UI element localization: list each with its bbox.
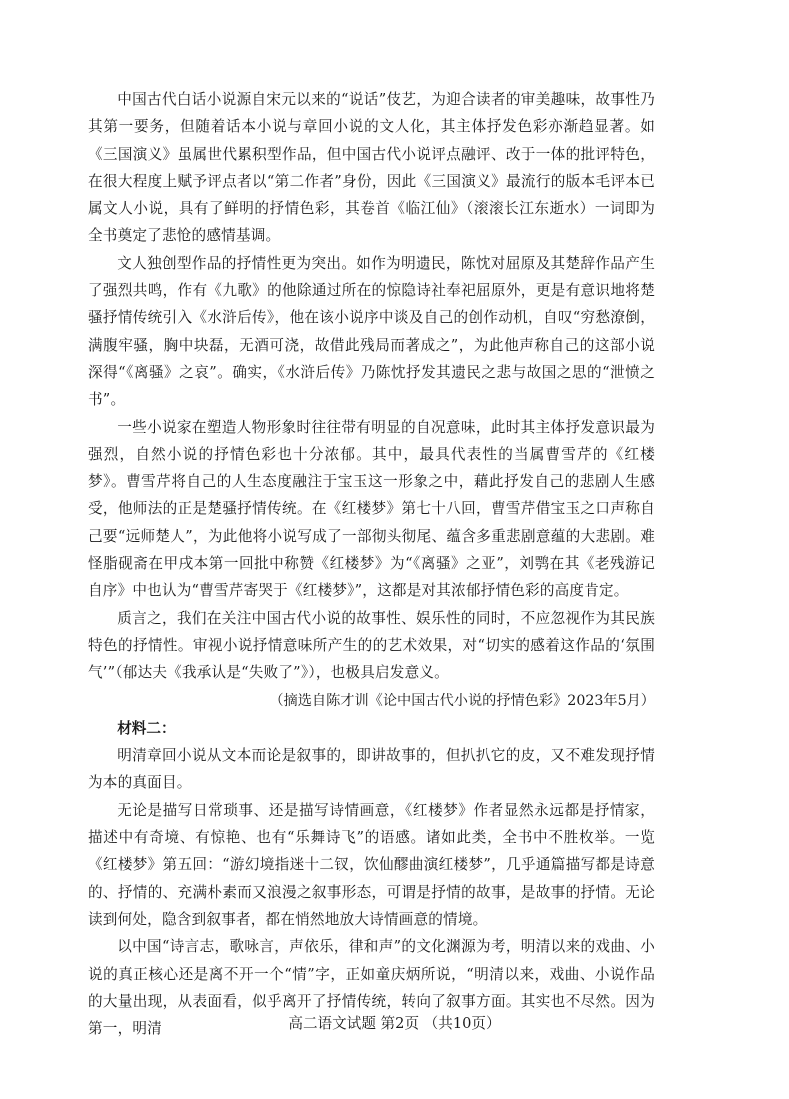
material1-source: （摘选自陈才训《论中国古代小说的抒情色彩》2023年5月） bbox=[269, 692, 655, 709]
material1-paragraph-3: 一些小说家在塑造人物形象时往往带有明显的自况意味，此时其主体抒发意识最为强烈，自然小说的抒情色彩也十分浓郁。其中，最具代表性的当属曹雪芹的《红楼梦》。曹雪芹将自己的人生态度融注于宝玉这一形象之中，藉此抒发自己的悲剧人生感受，他师法的正是楚骚抒情传统。在《红楼梦》第七十八回，曹雪芹借宝玉之口声称自己要“远师楚人”，为此他将小说写成了一部彻头彻尾、蕴含多重悲剧意蕴的大悲剧。难怪脂砚斋在甲戌本第一回批中称赞《红楼梦》为“《离骚》之亚”，刘鹗在其《老残游记自序》中也认为“曹雪芹寄哭于《红楼梦》”，这都是对其浓郁抒情色彩的高度肯定。 bbox=[88, 418, 655, 600]
material1-paragraph-4: 质言之，我们在关注中国古代小说的故事性、娱乐性的同时，不应忽视作为其民族特色的抒情性。审视小说抒情意味所产生的的艺术效果，对“切实的感着这作品的‘氛围气’”（郁达夫《我承认是“失败了”》），也极具启发意义。 bbox=[88, 609, 655, 682]
material2-paragraph-1: 明清章回小说从文本而论是叙事的，即讲故事的，但扒扒它的皮，又不难发现抒情为本的真面目。 bbox=[88, 747, 655, 792]
material1-paragraph-1: 中国古代白话小说源自宋元以来的“说话”伎艺，为迎合读者的审美趣味，故事性乃其第一要务，但随着话本小说与章回小说的文人化，其主体抒发色彩亦渐趋显著。如《三国演义》虽属世代累积型作品，但中国古代小说评点融评、改于一体的批评特色，在很大程度上赋予评点者以“第二作者”身份，因此《三国演义》最流行的版本毛评本已属文人小说，具有了鲜明的抒情色彩，其卷首《临江仙》（滚滚长江东逝水）一词即为全书奠定了悲怆的感情基调。 bbox=[88, 91, 655, 245]
page-footer: 高二语文试题 第2页 （共10页） bbox=[288, 1015, 501, 1032]
material2-paragraph-3: 以中国“诗言志，歌咏言，声依乐，律和声”的文化渊源为考，明清以来的戏曲、小说的真正核心还是离不开一个“情”字，正如童庆炳所说，“明清以来，戏曲、小说作品的大量出现，从表面看，似乎离开了抒情传统，转向了叙事方面。其实也不尽然。因为第一，明清 bbox=[88, 938, 655, 1038]
document-body bbox=[88, 86, 655, 1042]
material1-paragraph-2: 文人独创型作品的抒情性更为突出。如作为明遗民，陈忱对屈原及其楚辞作品产生了强烈共鸣，作有《九歌》的他除通过所在的惊隐诗社奉祀屈原外，更是有意识地将楚骚抒情传统引入《水浒后传》，他在该小说序中谈及自己的创作动机，自叹“穷愁潦倒，满腹牢骚，胸中块磊，无酒可浇，故借此残局而著成之”，为此他声称自己的这部小说深得“《离骚》之哀”。确实，《水浒后传》乃陈忱抒发其遗民之悲与故国之思的“泄愤之书”。 bbox=[88, 254, 655, 409]
material2-paragraph-2: 无论是描写日常琐事、还是描写诗情画意，《红楼梦》作者显然永远都是抒情家，描述中有奇境、有惊艳、也有“乐舞诗飞”的语感。诸如此类，全书中不胜枚举。一览《红楼梦》第五回：“游幻境指迷十二钗，饮仙醪曲演红楼梦”，几乎通篇描写都是诗意的、抒情的、充满朴素而又浪漫之叙事形态，可谓是抒情的故事，是故事的抒情。无论读到何处，隐含到叙事者，都在悄然地放大诗情画意的情境。 bbox=[88, 801, 655, 928]
material2-heading: 材料二： bbox=[117, 719, 176, 737]
